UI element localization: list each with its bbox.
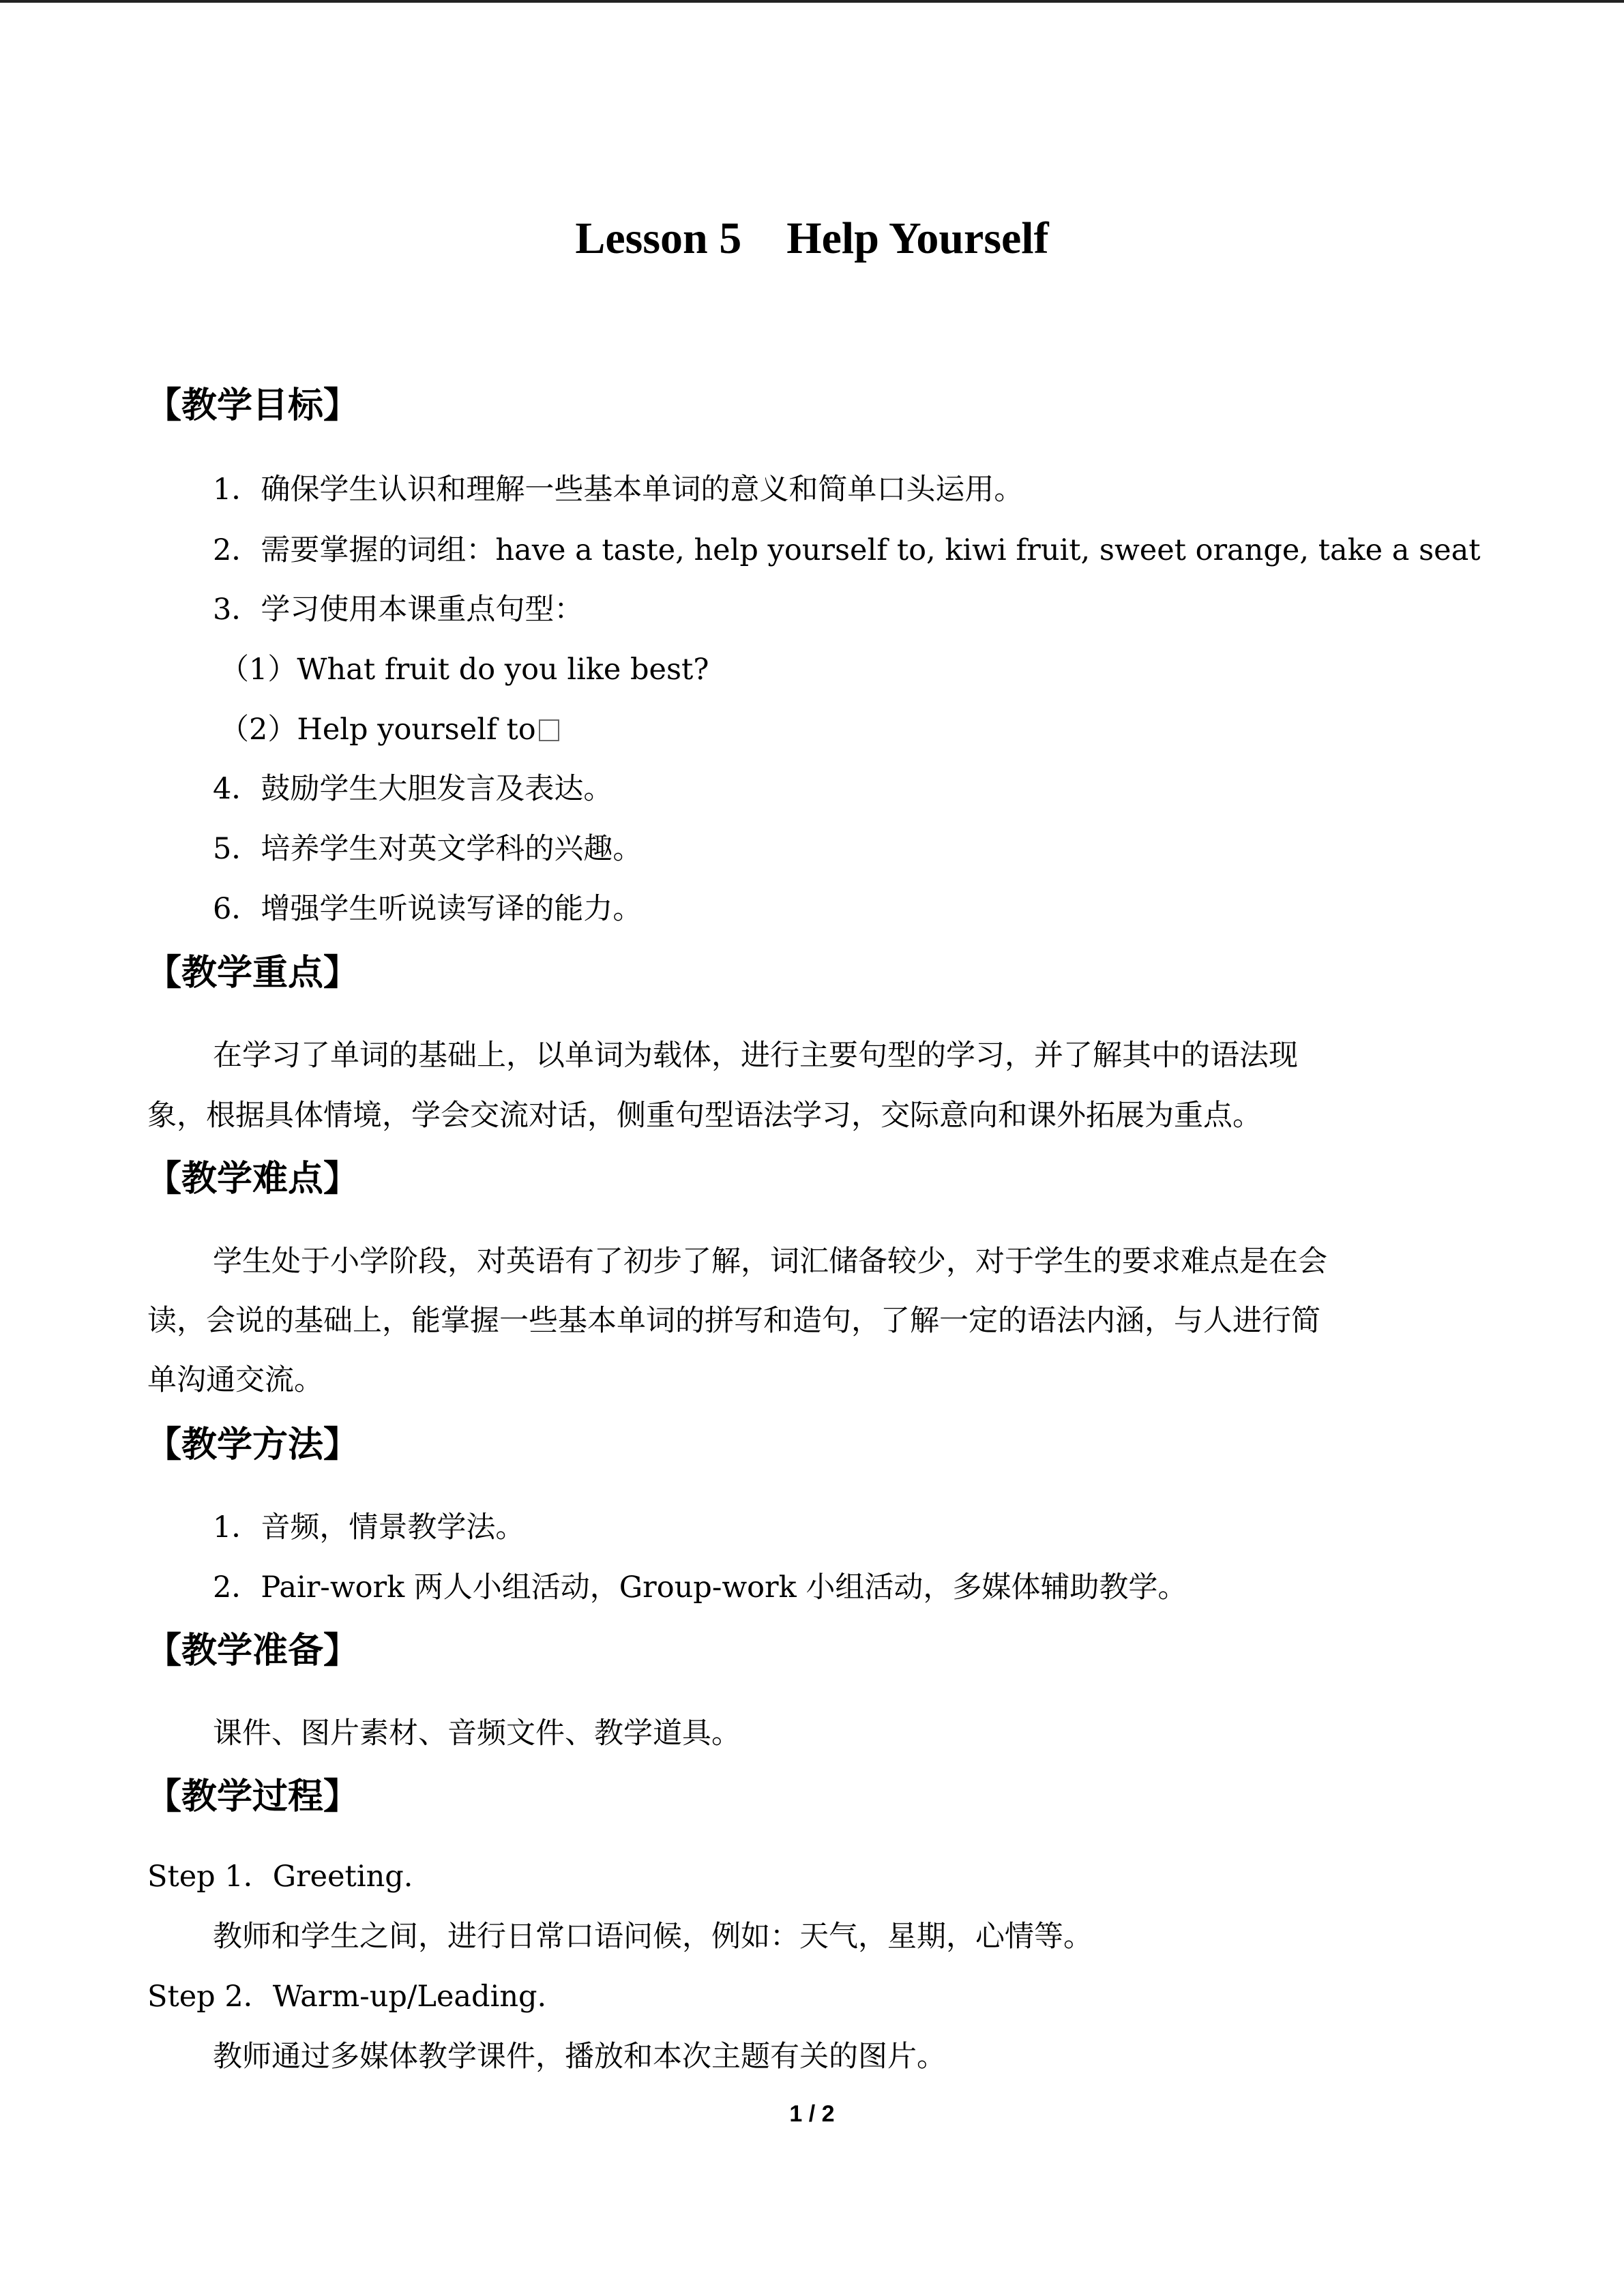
step-text: 教师通过多媒体教学课件，播放和本次主题有关的图片。 — [213, 2040, 946, 2074]
method-item: 1．音频，情景教学法。 — [213, 1510, 525, 1545]
paragraph-line: 单沟通交流。 — [147, 1363, 323, 1397]
section-heading-difficulties: 【教学难点】 — [146, 1159, 359, 1199]
objective-item: 5．培养学生对英文学科的兴趣。 — [213, 832, 643, 866]
missing-glyph-box-icon — [539, 719, 559, 741]
objective-item: 3．学习使用本课重点句型： — [213, 593, 584, 627]
paragraph-line: 读，会说的基础上，能掌握一些基本单词的拼写和造句，了解一定的语法内涵，与人进行简 — [147, 1304, 1320, 1338]
objective-item: 4．鼓励学生大胆发言及表达。 — [213, 772, 613, 806]
objective-item: （1）What fruit do you like best? — [220, 653, 709, 687]
objective-item: 6．增强学生听说读写译的能力。 — [213, 892, 643, 926]
step-label: Step 1．Greeting. — [147, 1860, 413, 1894]
objective-item: 1．确保学生认识和理解一些基本单词的意义和简单口头运用。 — [213, 473, 1024, 507]
section-heading-objectives: 【教学目标】 — [146, 385, 359, 426]
objective-item-text: （2）Help yourself to — [220, 713, 536, 747]
objective-item: 2．需要掌握的词组：have a taste, help yourself to, kiwi fruit, sweet orange, take a seat — [213, 533, 1481, 567]
method-item: 2．Pair-work 两人小组活动，Group-work 小组活动，多媒体辅助教学。 — [213, 1570, 1187, 1605]
section-heading-key-points: 【教学重点】 — [146, 953, 359, 994]
paragraph-line: 在学习了单词的基础上，以单词为载体，进行主要句型的学习，并了解其中的语法现 — [213, 1039, 1298, 1073]
objective-item — [220, 709, 559, 750]
step-text: 教师和学生之间，进行日常口语问候，例如：天气，星期，心情等。 — [213, 1920, 1093, 1954]
page-number: 1 / 2 — [789, 2101, 835, 2127]
step-label: Step 2．Warm-up/Leading. — [147, 1980, 547, 2014]
paragraph-line: 学生处于小学阶段，对英语有了初步了解，词汇储备较少，对于学生的要求难点是在会 — [213, 1244, 1327, 1279]
page-title: Lesson 5 Help Yourself — [575, 213, 1049, 263]
section-heading-process: 【教学过程】 — [146, 1776, 359, 1817]
preparation-text: 课件、图片素材、音频文件、教学道具。 — [213, 1716, 741, 1750]
section-heading-preparation: 【教学准备】 — [146, 1630, 359, 1671]
section-heading-methods: 【教学方法】 — [146, 1425, 359, 1465]
paragraph-line: 象，根据具体情境，学会交流对话，侧重句型语法学习，交际意向和课外拓展为重点。 — [147, 1099, 1262, 1133]
